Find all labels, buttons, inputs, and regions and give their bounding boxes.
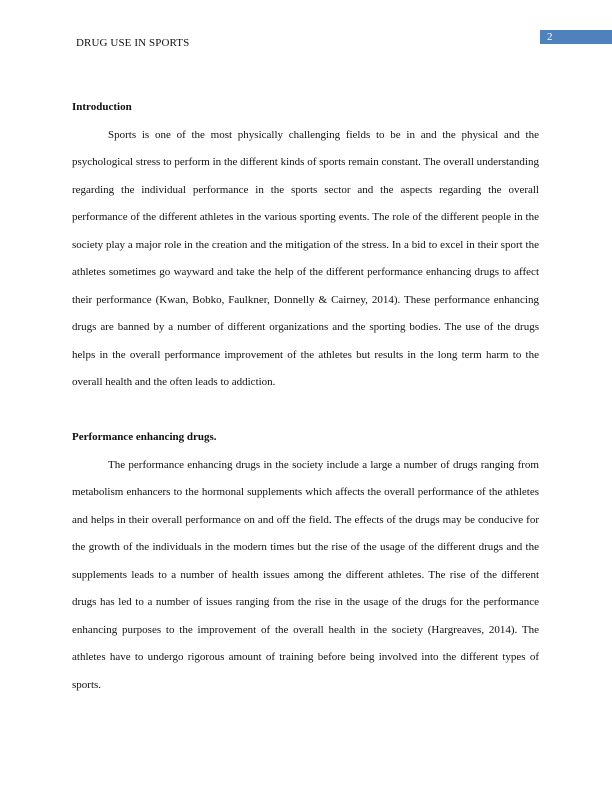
performance-paragraph-container: [72, 452, 539, 727]
section-spacer: [72, 397, 539, 425]
page-number-badge: 2: [540, 30, 612, 44]
introduction-paragraph: Sports is one of the most physically challenging fields to be in and the physical and the psychological stress to perform in the different kinds of sports remain constant. The overall understanding regarding the individual performance in the sports sector and the aspects regarding the overall performance of the different athletes in the various sporting events. The role of the different people in the society play a major role in the creation and the mitigation of the stress. In a bid to excel in their sport the athletes sometimes go wayward and take the help of the different performance enhancing drugs to affect their performance (Kwan, Bobko, Faulkner, Donnelly & Cairney, 2014). These performance enhancing drugs are banned by a number of different organizations and the sporting bodies. The use of the drugs helps in the overall performance improvement of the athletes but results in the long term harm to the overall health and the often leads to addiction.: [72, 128, 539, 388]
document-body: [72, 94, 539, 727]
section-heading-performance-enhancing-drugs: Performance enhancing drugs.: [72, 431, 217, 443]
running-head: DRUG USE IN SPORTS: [76, 37, 190, 49]
performance-enhancing-drugs-paragraph: The performance enhancing drugs in the society include a large a number of drugs ranging from metabolism enhancers to the hormonal supplements which affects the overall performance of the athletes and helps in their overall performance on and off the field. The effects of the drugs may be conducive for the growth of the individuals in the modern times but the rise of the usage of the different drugs and the supplements leads to a number of health issues among the different athletes. The rise of the different drugs has led to a number of issues ranging from the rise in the usage of the drugs for the performance enhancing purposes to the improvement of the overall health in the society (Hargreaves, 2014). The athletes have to undergo rigorous amount of training before being involved into the different types of sports.: [72, 458, 539, 691]
section-heading-introduction: Introduction: [72, 101, 132, 113]
